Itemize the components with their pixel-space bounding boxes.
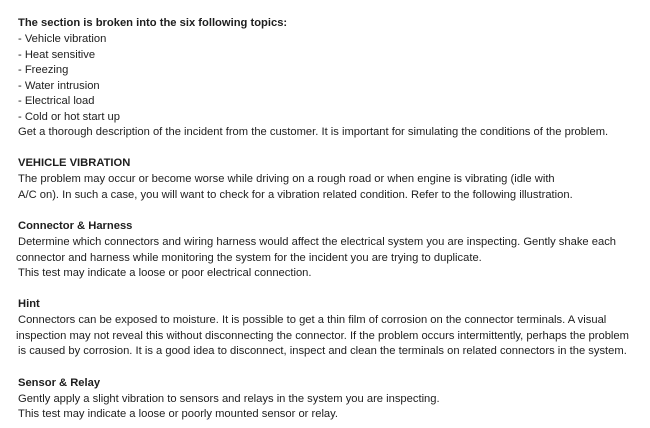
paragraph-line: A/C on). In such a case, you will want to check for a vibration related condition. Refer to the following illustration.: [18, 189, 573, 201]
topic-list-item: - Cold or hot start up: [18, 111, 120, 123]
intro-summary: Get a thorough description of the incident from the customer. It is important for simulating the conditions of the problem.: [18, 126, 609, 138]
paragraph-line: Connectors can be exposed to moisture. It is possible to get a thin film of corrosion on the connector terminals. A visual: [18, 314, 607, 326]
paragraph-line: is caused by corrosion. It is a good idea to disconnect, inspect and clean the terminals on related connectors in the system.: [18, 345, 627, 357]
vehicle-vibration-heading: VEHICLE VIBRATION: [18, 157, 131, 169]
topic-list-item: - Electrical load: [18, 95, 95, 107]
paragraph-line: Gently apply a slight vibration to sensors and relays in the system you are inspecting.: [18, 393, 440, 405]
paragraph-line: inspection may not reveal this without disconnecting the connector. If the problem occurs intermittently, perhaps the problem: [16, 330, 629, 342]
connector-harness-heading: Connector & Harness: [18, 220, 133, 232]
sensor-relay-heading: Sensor & Relay: [18, 377, 101, 389]
topic-list-item: - Water intrusion: [18, 80, 100, 92]
paragraph-line: This test may indicate a loose or poorly mounted sensor or relay.: [18, 408, 339, 420]
hint-heading: Hint: [18, 298, 40, 310]
topic-list-item: - Heat sensitive: [18, 49, 96, 61]
topic-list-item: - Vehicle vibration: [18, 33, 107, 45]
paragraph-line: connector and harness while monitoring the system for the incident you are trying to duplicate.: [16, 252, 482, 264]
intro-heading: The section is broken into the six following topics:: [18, 17, 288, 29]
paragraph-line: This test may indicate a loose or poor electrical connection.: [18, 267, 312, 279]
paragraph-line: Determine which connectors and wiring harness would affect the electrical system you are inspecting. Gently shake each: [18, 236, 617, 248]
paragraph-line: The problem may occur or become worse while driving on a rough road or when engine is vibrating (idle with: [18, 173, 555, 185]
topic-list-item: - Freezing: [18, 64, 69, 76]
